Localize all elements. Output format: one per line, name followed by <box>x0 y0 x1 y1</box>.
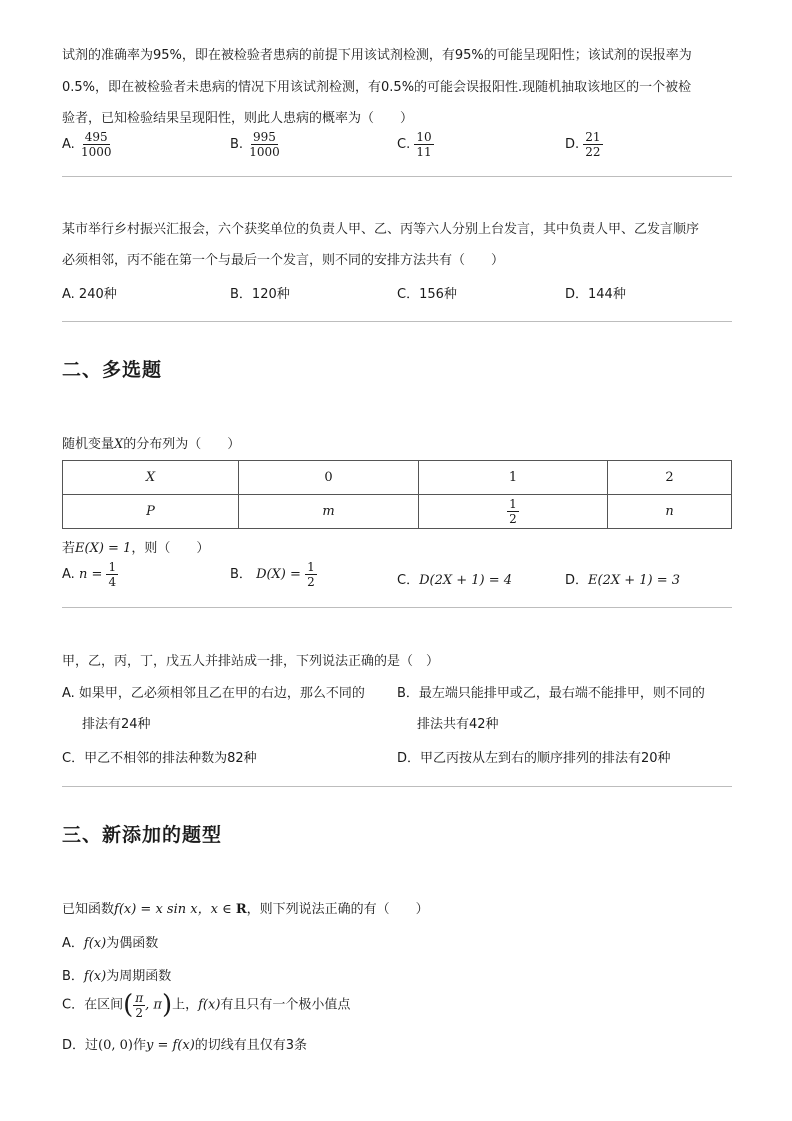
q3-option-b[interactable]: B． D(X) = $\frac{1}{2}$ <box>230 560 315 589</box>
q4-option-a[interactable]: A. 如果甲，乙必须相邻且乙在甲的右边，那么不同的 排法有24种 <box>62 686 365 732</box>
q1-text-line2: 0.5%，即在被检验者未患病的情况下用该试剂检测，有0.5%的可能会误报阳性.现随机抽取该地区的一个被检 <box>62 80 692 95</box>
table-row <box>63 461 732 495</box>
q4-stem: 甲，乙，丙，丁，戊五人并排站成一排，下列说法正确的是（ ） <box>62 654 440 669</box>
table-cell: 1 <box>419 461 608 495</box>
q1-text-line3: 验者，已知检验结果呈现阳性，则此人患病的概率为（ ） <box>62 111 414 126</box>
q1-option-a[interactable]: A. $\frac{495}{1000}$ <box>62 130 112 159</box>
q5-option-a[interactable]: A．f(x)为偶函数 <box>62 936 159 951</box>
distribution-table <box>62 460 732 529</box>
q3-stem: 随机变量X的分布列为（ ） <box>62 437 241 452</box>
q3-option-a[interactable]: A. n = $\frac{1}{4}$ <box>62 560 117 589</box>
table-cell: X <box>63 461 239 495</box>
q1-option-a-fraction: $\frac{495}{1000}$ <box>80 130 112 159</box>
q4-option-b[interactable]: B．最左端只能排甲或乙，最右端不能排甲，则不同的 排法共有42种 <box>397 686 705 732</box>
q4-option-d[interactable]: D．甲乙丙按从左到右的顺序排列的排法有20种 <box>397 751 671 766</box>
q5-option-d[interactable]: D．过(0, 0)作y = f(x)的切线有且仅有3条 <box>62 1038 308 1053</box>
q5-stem: 已知函数f(x) = x sin x，x ∈ R，则下列说法正确的有（ ） <box>62 902 429 917</box>
table-cell: P <box>63 495 239 529</box>
q2-text-line2: 必须相邻，丙不能在第一个与最后一个发言，则不同的安排方法共有（ ） <box>62 253 505 268</box>
divider <box>62 176 732 177</box>
q2-option-b[interactable]: B．120种 <box>230 287 290 302</box>
table-cell <box>419 495 608 529</box>
q1-option-d[interactable]: D. $\frac{21}{22}$ <box>565 130 601 159</box>
q1-text-line1: 试剂的准确率为95%，即在被检验者患病的前提下用该试剂检测，有95%的可能呈现阳性；该试剂的误报率为 <box>62 48 692 63</box>
q1-option-b[interactable]: B. $\frac{995}{1000}$ <box>230 130 280 159</box>
q2-option-a[interactable]: A. 240种 <box>62 287 117 302</box>
q4-option-c[interactable]: C．甲乙不相邻的排法种数为82种 <box>62 751 257 766</box>
divider <box>62 321 732 322</box>
section-title-multi-choice: 二、多选题 <box>62 359 163 381</box>
q1-option-b-fraction: $\frac{995}{1000}$ <box>249 130 280 159</box>
divider <box>62 786 732 787</box>
q2-text-line1: 某市举行乡村振兴汇报会，六个获奖单位的负责人甲、乙、丙等六人分别上台发言，其中负责人甲、乙发言顺序 <box>62 222 700 237</box>
q1-option-c-fraction: $\frac{10}{11}$ <box>416 130 432 159</box>
q3-condition: 若E(X) = 1，则（ ） <box>62 541 210 556</box>
q1-option-d-fraction: $\frac{21}{22}$ <box>585 130 601 159</box>
q3-option-d[interactable]: D．E(2X + 1) = 3 <box>565 573 681 588</box>
table-row <box>63 495 732 529</box>
table-cell-fraction: $\frac{1}{2}$ <box>509 497 517 526</box>
q2-option-d[interactable]: D．144种 <box>565 287 626 302</box>
table-cell: n <box>608 495 732 529</box>
q5-option-c[interactable]: C．在区间( $\frac{\pi}{2}$ , π)上，f(x)有且只有一个极小值点 <box>62 990 351 1020</box>
q5-option-b[interactable]: B．f(x)为周期函数 <box>62 969 172 984</box>
divider <box>62 607 732 608</box>
q2-option-c[interactable]: C．156种 <box>397 287 457 302</box>
q3-option-c[interactable]: C．D(2X + 1) = 4 <box>397 573 513 588</box>
q1-option-c[interactable]: C. $\frac{10}{11}$ <box>397 130 432 159</box>
table-cell: m <box>239 495 419 529</box>
section-title-new-types: 三、新添加的题型 <box>62 824 223 846</box>
table-cell: 2 <box>608 461 732 495</box>
table-cell: 0 <box>239 461 419 495</box>
